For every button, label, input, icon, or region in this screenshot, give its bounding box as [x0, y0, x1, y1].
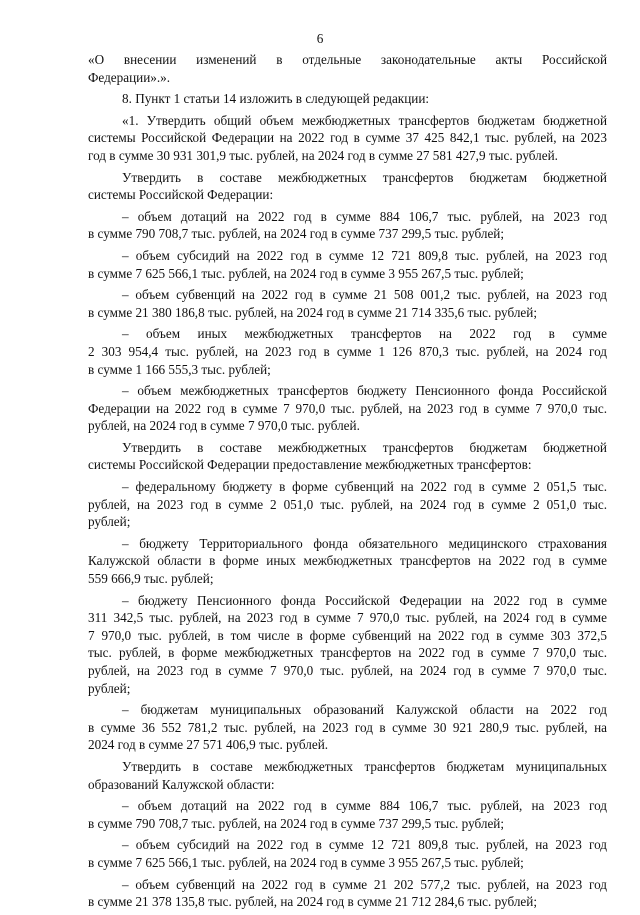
paragraph: [88, 325, 607, 378]
text-line: системы Российской Федерации:: [88, 187, 274, 203]
text-line: образований Калужской области:: [88, 776, 275, 792]
text-line: 2 303 954,4 тыс. рублей, на 2023 год в сумме 1 126 870,3 тыс. рублей, на 2024 год: [88, 343, 607, 359]
paragraph: [88, 169, 607, 204]
text-line: рублей, на 2023 год в сумме 7 970,0 тыс. рублей, на 2024 год в сумме 7 970,0 тыс.: [88, 663, 607, 678]
text-line: – объем субсидий на 2022 год в сумме 12 721 809,8 тыс. рублей, на 2023 год: [122, 247, 607, 263]
text-line: в сумме 36 552 781,2 тыс. рублей, на 2023 год в сумме 30 921 280,9 тыс. рублей, на: [88, 719, 607, 735]
text-line: – федеральному бюджету в форме субвенций на 2022 год в сумме 2 051,5 тыс.: [122, 479, 607, 495]
text-line: рублей, на 2024 год в сумме 7 970,0 тыс. рублей.: [88, 418, 360, 434]
text-line: – объем межбюджетных трансфертов бюджету Пенсионного фонда Российской: [122, 383, 607, 399]
text-line: в сумме 21 378 135,8 тыс. рублей, на 2024 год в сумме 21 712 284,6 тыс. рублей;: [88, 894, 537, 910]
text-line: в сумме 790 708,7 тыс. рублей, на 2024 год в сумме 737 299,5 тыс. рублей;: [88, 815, 505, 831]
text-line: Утвердить в составе межбюджетных трансфертов бюджетам муниципальных: [122, 758, 607, 774]
text-line: в сумме 21 380 186,8 тыс. рублей, на 2024 год в сумме 21 714 335,6 тыс. рублей;: [88, 304, 537, 320]
text-line: – бюджету Территориального фонда обязательного медицинского страхования: [122, 535, 607, 551]
text-line: системы Российской Федерации на 2022 год в сумме 37 425 842,1 тыс. рублей, на 2023: [88, 130, 607, 146]
paragraph: [88, 439, 607, 474]
text-line: – бюджету Пенсионного фонда Российской Федерации на 2022 год в сумме: [122, 592, 607, 608]
paragraph: [88, 535, 607, 588]
text-line: тыс. рублей, в форме межбюджетных трансфертов на 2022 год в сумме 7 970,0 тыс.: [88, 645, 607, 661]
text-line: системы Российской Федерации предоставление межбюджетных трансфертов:: [88, 457, 532, 473]
text-line: Федерации».».: [88, 69, 171, 85]
text-line: – объем дотаций на 2022 год в сумме 884 106,7 тыс. рублей, на 2023 год: [122, 208, 607, 224]
paragraph: [88, 758, 607, 793]
paragraph: [88, 51, 607, 86]
paragraph: [88, 592, 607, 698]
text-line: в сумме 7 625 566,1 тыс. рублей, на 2024 год в сумме 3 955 267,5 тыс. рублей;: [88, 854, 524, 870]
paragraph: [88, 701, 607, 754]
text-line: – объем субвенций на 2022 год в сумме 21 202 577,2 тыс. рублей, на 2023 год: [122, 876, 607, 892]
text-line: Утвердить в составе межбюджетных трансфертов бюджетам бюджетной: [122, 169, 607, 185]
page-number: 6: [316, 31, 324, 46]
paragraph: [88, 90, 607, 108]
text-line: в сумме 790 708,7 тыс. рублей, на 2024 год в сумме 737 299,5 тыс. рублей;: [88, 226, 505, 242]
text-line: рублей;: [88, 680, 131, 696]
text-line: 559 666,9 тыс. рублей;: [88, 571, 214, 587]
text-line: Калужской области в форме иных межбюджетных трансфертов на 2022 год в сумме: [88, 553, 607, 569]
text-line: – объем дотаций на 2022 год в сумме 884 106,7 тыс. рублей, на 2023 год: [122, 798, 607, 814]
paragraph: [88, 208, 607, 243]
text-line: в сумме 1 166 555,3 тыс. рублей;: [88, 361, 271, 377]
text-line: рублей;: [88, 514, 131, 530]
paragraph: [88, 836, 607, 871]
text-line: 7 970,0 тыс. рублей, в том числе в форме субвенций на 2022 год в сумме 303 372,5: [88, 627, 607, 643]
text-line: – объем иных межбюджетных трансфертов на 2022 год в сумме: [122, 326, 607, 342]
paragraph: [88, 876, 607, 911]
text-line: Федерации на 2022 год в сумме 7 970,0 тыс. рублей, на 2023 год в сумме 7 970,0 тыс.: [88, 400, 607, 416]
document-body: [88, 51, 607, 915]
paragraph: [88, 382, 607, 435]
text-line: «О внесении изменений в отдельные законодательные акты Российской: [88, 52, 607, 67]
text-line: 311 342,5 тыс. рублей, на 2023 год в сумме 7 970,0 тыс. рублей, на 2024 год в сумме: [88, 610, 607, 626]
text-line: – объем субвенций на 2022 год в сумме 21 508 001,2 тыс. рублей, на 2023 год: [122, 287, 607, 303]
text-line: – бюджетам муниципальных образований Калужской области на 2022 год: [122, 702, 607, 718]
text-line: – объем субсидий на 2022 год в сумме 12 721 809,8 тыс. рублей, на 2023 год: [122, 837, 607, 853]
paragraph: [88, 478, 607, 531]
text-line: Утвердить в составе межбюджетных трансфертов бюджетам бюджетной: [122, 439, 607, 455]
text-line: в сумме 7 625 566,1 тыс. рублей, на 2024 год в сумме 3 955 267,5 тыс. рублей;: [88, 265, 524, 281]
text-line: 2024 год в сумме 27 571 406,9 тыс. рублей.: [88, 737, 329, 753]
text-line: «1. Утвердить общий объем межбюджетных трансфертов бюджетам бюджетной: [122, 112, 607, 128]
text-line: 8. Пункт 1 статьи 14 изложить в следующей редакции:: [122, 91, 430, 107]
text-line: рублей, на 2023 год в сумме 2 051,0 тыс. рублей, на 2024 год в сумме 2 051,0 тыс.: [88, 496, 607, 512]
paragraph: [88, 286, 607, 321]
paragraph: [88, 112, 607, 165]
paragraph: [88, 797, 607, 832]
text-line: год в сумме 30 931 301,9 тыс. рублей, на 2024 год в сумме 27 581 427,9 тыс. рублей.: [88, 147, 558, 163]
paragraph: [88, 247, 607, 282]
